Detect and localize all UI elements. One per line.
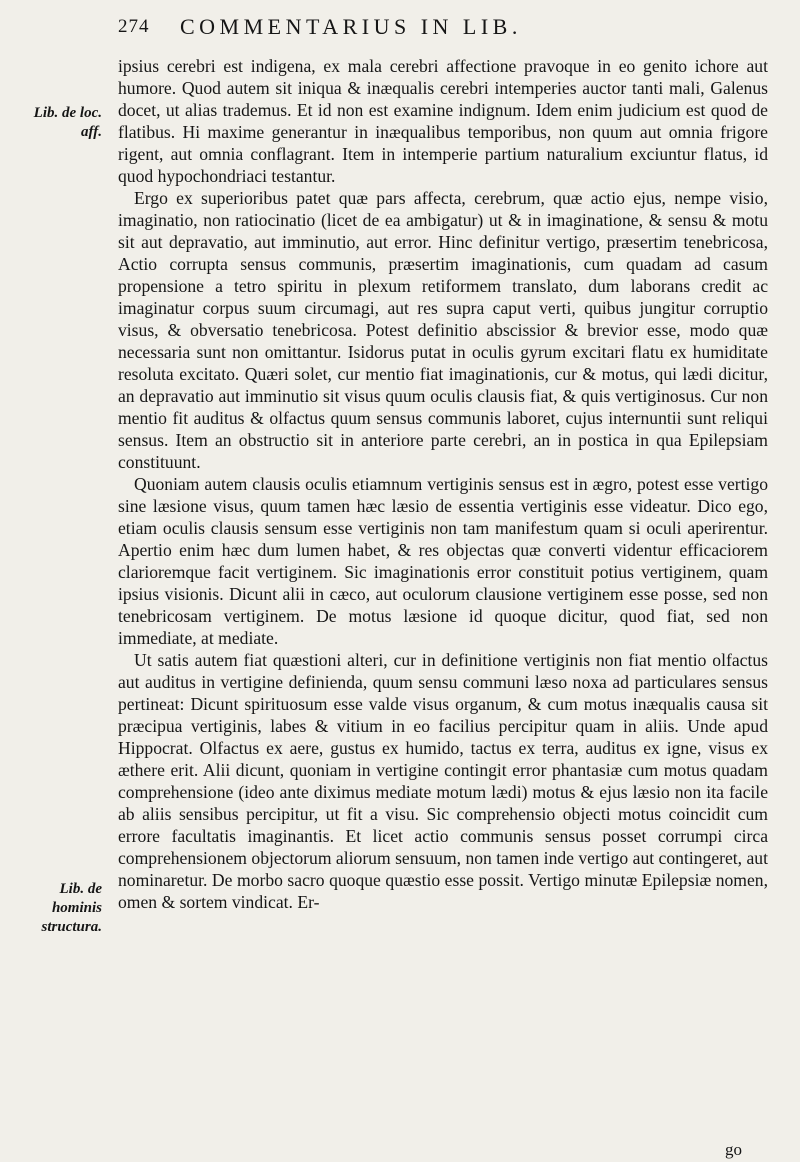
running-title: COMMENTARIUS IN LIB. (180, 14, 522, 39)
catchword: go (725, 1140, 742, 1159)
paragraph-2: Ergo ex superioribus patet quæ pars affecta, cerebrum, quæ actio ejus, nempe visio, imaginatio, non ratiocinatio (licet de ea ambigatur) ut & in imaginatione, & sensu & motu sit aut depravatio, aut imminutio, aut error. Hinc definitur vertigo, præsertim tenebricosa, Actio corrupta sensus communis, præsertim imaginationis, cum quadam ad casum propensione a tetro spiritu in plexum retiformem translato, dum laborans credit ac imaginatur corpus suum circumagi, aut res supra caput verti, quibus jungitur corruptio visus, & obversatio tenebricosa. Potest definitio abscissior & brevior esse, modo quæ necessaria sunt non omittantur. Isidorus putat in oculis gyrum excitari flatu ex humiditate resoluta excitato. Quæri solet, cur mentio fiat imaginationis, cur & motus, qui lædi dicitur, an depravatio aut imminutio sit visus quum oculis clausis fiat, & quis vertiginosus. Cur non mentio fit auditus & olfactus quum sensus communis laboret, cujus internuntii sunt reliqui sensus. Item an obstructio sit in anteriore parte cerebri, an in postica in qua Epilepsiam constituunt. (118, 188, 768, 472)
margin-note-loc-aff: Lib. de loc. aff. (33, 105, 102, 140)
paragraph-3: Quoniam autem clausis oculis etiamnum vertiginis sensus est in ægro, potest esse vertigo sine læsione visus, quum tamen hæc læsio de essentia vertiginis esse videatur. Dico ego, etiam oculis clausis sensum esse vertiginis non tam manifestum quam si oculi aperirentur. Apertio enim hæc dum lumen habet, & res objectas quæ converti videntur efficaciorem clarioremque facit vertiginem. Sic imaginationis error constituit potius vertiginem, quam ipsius visionis. Dicunt alii in cæco, aut oculorum clausione vertiginem esse posse, sed non tenebricosam vertiginem. De motus læsione id quoque dicitur, quod fiat, sed non immediate, at mediate. (118, 474, 768, 648)
paragraph-1: ipsius cerebri est indigena, ex mala cerebri affectione pravoque in eo genito ichore aut humore. Quod autem sit iniqua & inæqualis cerebri intemperies auctor tanti mali, Galenus docet, ut alias trademus. Et id non est examine indignum. Idem enim judicium est quod de flatibus. Hi maxime generantur in inæqualibus temporibus, non quum aut omnia frigore rigent, aut omnia conflagrant. Item in intemperie partium naturalium exciuntur flatus, id quod hypochondriaci testantur. (118, 56, 768, 186)
margin-note-hominis-structura: Lib. de hominis structura. (41, 881, 102, 935)
body-text (118, 55, 768, 913)
page-number: 274 (118, 16, 150, 37)
paragraph-4: Ut satis autem fiat quæstioni alteri, cur in definitione vertiginis non fiat mentio olfactus aut auditus in vertigine definienda, quum sensu communi læso noxa ad particulares sensus pertineat: Dicunt spirituosum esse valde visus organum, & cum motus inæqualis causa sit præcipua vertiginis, labes & vitium in eo facilius percipitur quam in aliis. Unde apud Hippocrat. Olfactus ex aere, gustus ex humido, tactus ex terra, auditus ex igne, visus ex æthere erit. Alii dicunt, quoniam in vertigine contingit error phantasiæ cum motus quadam comprehensione (ideo ante diximus mediate motum lædi) motus & ejus læsio non ita facile ab aliis sensibus percipitur, ut fit a visu. Sic comprehensio objecti motus coincidit cum errore facultatis imaginantis. Et licet actio communis sensus posset corrumpi circa comprehensionem objectorum aliorum sensuum, non tamen inde vertigo aut contingeret, aut nominaretur. De morbo sacro quoque quæstio esse possit. Vertigo minutæ Epilepsiæ nomen, omen & sortem vindicat. Er- (118, 650, 768, 912)
